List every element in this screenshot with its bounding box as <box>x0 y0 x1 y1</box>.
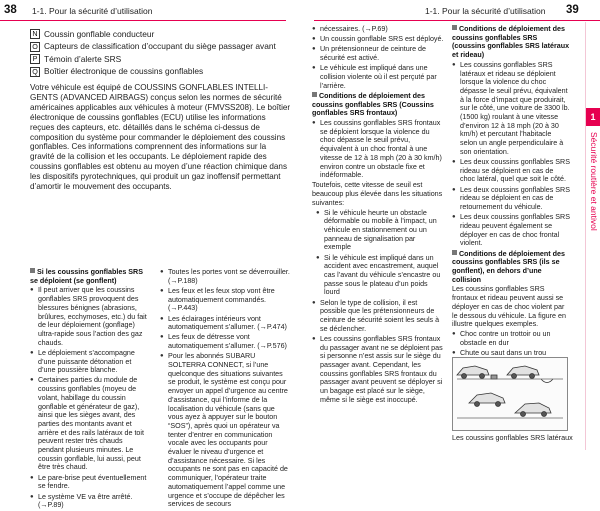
column-1 <box>30 268 148 511</box>
list-item: ● Le pare-brise peut éventuellement se fendre. <box>30 474 148 491</box>
car-hole-illustration <box>507 366 539 375</box>
car-fall-illustration <box>469 393 505 403</box>
side-rule <box>585 22 586 450</box>
list-item: ● Les feux et les feux stop vont être automatiquement commandés. (→P.443) <box>160 287 290 313</box>
right-section-title: 1-1. Pour la sécurité d’utilisation <box>425 6 546 16</box>
list-item: ● Le déploiement s’accompagne d’une puissante détonation et d’une poussière blanche. <box>30 349 148 375</box>
list-item: ● Il peut arriver que les coussins gonflables SRS provoquent des blessures bénignes (abrasions, brûlures, ecchymoses, etc.) du fait de leur déploiement (gonflage) ultra-rapide sous l’action des gaz chauds. <box>30 286 148 347</box>
component-legend <box>30 28 290 78</box>
legend-letter: Q <box>30 67 40 77</box>
legend-item <box>30 66 290 79</box>
section-heading: Conditions de déploiement des coussins gonflables SRS (ils se gonflent), en dehors d’une collision <box>452 249 565 284</box>
list-item: ● Le véhicule est impliqué dans une collision violente où il est perçuté par l’arrière. <box>312 64 444 90</box>
undercarriage-impact-figure <box>452 357 568 431</box>
list-item: ● Selon le type de collision, il est possible que les prétensionneurs de ceinture de sécurité soient les seuls à se déclencher. <box>312 299 444 334</box>
list-item: ● Pour les abonnés SUBARU SOLTERRA CONNECT, si l’une quelconque des situations suivantes se produit, le système est conçu pour envoyer un appel d’urgence au centre d’assistance, qui l’informe de la localisation du véhicule (sans que vous ayez à appuyer sur le bouton “SOS”), après quoi un opérateur va tenter d’entrer en communication vocale avec les occupants pour évaluer le niveau d’urgence et d’assistance nécessaire. Si les occupants ne sont pas en capacité de communiquer, l’opérateur traite automatiquement l’appel comme une urgence et s’occupe de dépêcher les services de secours <box>160 352 290 509</box>
section-heading: Conditions de déploiement des coussins gonflables SRS (coussins gonflables SRS latéraux et rideau) <box>452 25 570 60</box>
square-bullet-icon <box>30 268 35 273</box>
list-item: ● Les deux coussins gonflables SRS rideau peuvent également se déployer en cas de choc frontal violent. <box>452 213 570 248</box>
list-item: ● Certaines parties du module de coussins gonflables (moyeu de volant, habillage du coussin gonflable et générateur de gaz), ainsi que les sièges avant, des parties des montants avant et arrière et des rails latéraux de toit peuvent rester très chauds pendant plusieurs minutes. Le coussin gonflable, lui aussi, peut être très chaud. <box>30 376 148 472</box>
bullet-list <box>452 61 570 248</box>
bullet-list <box>312 119 444 180</box>
section-heading: Si les coussins gonflables SRS se déploient (se gonflent) <box>30 268 143 285</box>
square-bullet-icon <box>452 250 457 255</box>
list-item: ● Si le véhicule est impliqué dans un accident avec encastrement, auquel cas l’avant du véhicule s’encastre ou passe sous le plateau d’un poids lourd <box>316 254 444 298</box>
list-item: ● Le système VE va être arrêté. (→P.89) <box>30 493 148 510</box>
list-item: ● Les éclairages intérieurs vont automatiquement s’allumer. (→P.474) <box>160 315 290 332</box>
list-item: ● Toutes les portes vont se déverrouiller. (→P.188) <box>160 268 290 285</box>
chapter-label: Sécurité routière et antivol <box>589 132 599 231</box>
square-bullet-icon <box>312 92 317 97</box>
legend-text: Boîtier électronique de coussins gonflables <box>44 66 204 77</box>
left-header-rule <box>0 20 286 21</box>
list-item: ● Les deux coussins gonflables SRS rideau se déploient en cas de retournement du véhicule. <box>452 186 570 212</box>
legend-item <box>30 41 290 54</box>
right-page-number: 39 <box>566 4 579 16</box>
page-header <box>0 0 600 22</box>
list-item: ● Un coussin gonflable SRS est déployé. <box>312 35 444 44</box>
bullet-list <box>30 286 148 510</box>
list-item: ● nécessaires. (→P.69) <box>312 25 444 34</box>
square-bullet-icon <box>452 25 457 30</box>
list-item: ● Les coussins gonflables SRS latéraux et rideau se déploient lorsque la violence du choc dépasse le seuil prévu, équivalent à la force d’impact que produirait, sur le côté, une voiture de 3300 lb. (1500 kg) roulant à une vitesse d’environ 12 à 18 mph (20 à 30 km/h) et percutant l’habitacle selon un angle perpendiculaire à son orientation. <box>452 61 570 157</box>
legend-text: Capteurs de classification d’occupant du siège passager avant <box>44 41 276 52</box>
left-page-number: 38 <box>4 4 17 16</box>
paragraph: Toutefois, cette vitesse de seuil est beaucoup plus élevée dans les situations suivantes: <box>312 181 443 207</box>
list-item: ● Les coussins gonflables SRS frontaux se déploient lorsque la violence du choc dépasse le seuil prévu, équivalent à un choc frontal à une vitesse de 12 à 18 mph (20 à 30 km/h) environ contre un obstacle fixe et indéformable. <box>312 119 444 180</box>
list-item: ● Choc contre un trottoir ou un obstacle en dur <box>452 330 570 347</box>
legend-item <box>30 28 290 41</box>
list-item: ● Un prétensionneur de ceinture de sécurité est activé. <box>312 45 444 62</box>
legend-letter: N <box>30 29 40 39</box>
column-3 <box>312 25 444 406</box>
column-2 <box>160 268 290 510</box>
list-item: ● Si le véhicule heurte un obstacle déformable ou mobile à l’impact, un véhicule en stationnement ou un panneau de signalisation par exemple <box>316 209 444 253</box>
right-header-rule <box>314 20 600 21</box>
list-item: ● Les deux coussins gonflables SRS rideau se déploient en cas de choc latéral, quel que soit le côté. <box>452 158 570 184</box>
sub-bullet-list <box>316 209 444 298</box>
list-item: ● Les coussins gonflables SRS frontaux du passager avant ne se déploient pas si personne n’est assis sur le siège du passager avant. Cependant, les coussins gonflables SRS frontaux du passager avant peuvent se déployer si un bagage est placé sur le siège, même si le siège est inoccupé. <box>312 335 444 405</box>
legend-item <box>30 53 290 66</box>
list-item: ● Les feux de détresse vont automatiquement s’allumer. (→P.576) <box>160 333 290 350</box>
chapter-tab: 1 <box>586 108 600 126</box>
legend-text: Coussin gonflable conducteur <box>44 28 155 39</box>
vehicle-illustration <box>453 358 567 430</box>
car-impact-illustration <box>515 403 551 413</box>
paragraph: Les coussins gonflables SRS frontaux et rideau peuvent aussi se déployer en cas de choc violent par le dessous du véhicule. La figure en illustre quelques exemples. <box>452 285 566 329</box>
left-section-title: 1-1. Pour la sécurité d’utilisation <box>32 6 153 16</box>
figure-caption: Les coussins gonflables SRS latéraux <box>452 433 573 442</box>
section-heading: Conditions de déploiement des coussins gonflables SRS (Coussins gonflables SRS frontaux) <box>312 91 434 118</box>
bullet-list <box>160 268 290 509</box>
list-item: ● Chute ou saut dans un trou <box>452 349 570 366</box>
bullet-list <box>312 25 444 90</box>
column-4 <box>452 25 570 387</box>
car-curb-illustration <box>457 366 489 375</box>
legend-letter: P <box>30 54 40 64</box>
bullet-list <box>312 299 444 405</box>
intro-paragraph: Votre véhicule est équipé de COUSSINS GONFLABLES INTELLI-GENTS (ADVANCED AIRBAGS) conçus selon les normes de sécurité américaines applicables aux véhicules à moteur (FMVSS208). Le boîtier électronique de coussins gonflables (ECU) utilise les informations reçues des capteurs, etc. détaillés dans le schéma ci-dessus de composition du système pour commander le déploiement des coussins gonflables. Ces informations comprennent des informations sur la gravité de la collision et les occupants. Le déploiement rapide des coussins gonflables est obtenu au moyen d’une réaction chimique dans les dispositifs pyrotechniques, qui produit un gaz inoffensif permettant d’amortir le mouvement des occupants. <box>30 83 291 192</box>
legend-text: Témoin d’alerte SRS <box>44 53 122 64</box>
legend-letter: O <box>30 42 40 52</box>
